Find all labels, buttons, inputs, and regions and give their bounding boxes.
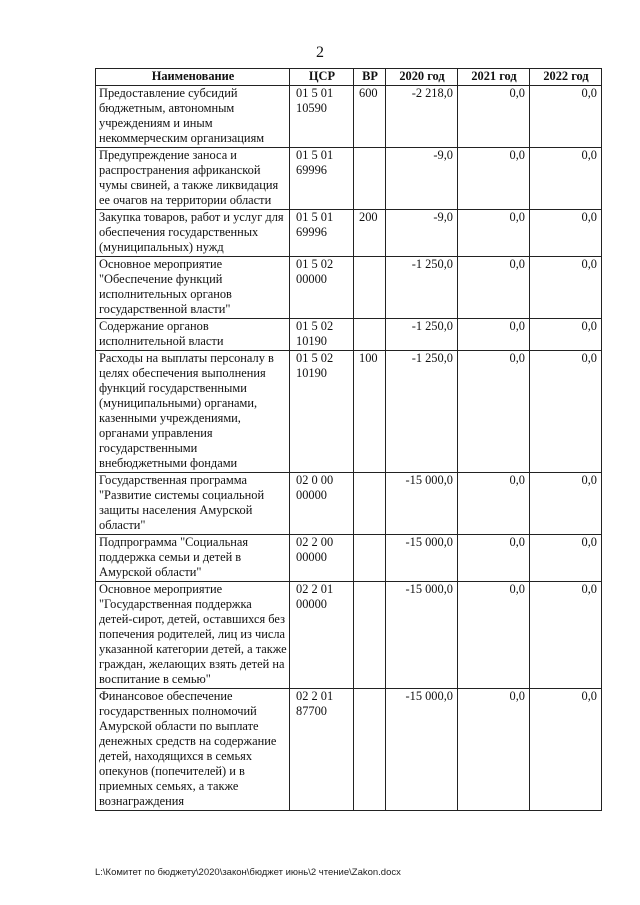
row-name: Основное мероприятие "Государственная поддержка детей-сирот, детей, оставшихся без попечения родителей, лиц из числа указанной категории детей, а также граждан, желающих взять детей на воспитание в семью" [96, 582, 290, 689]
row-csr: 01 5 02 10190 [290, 319, 354, 351]
row-2021: 0,0 [458, 257, 530, 319]
row-2021: 0,0 [458, 582, 530, 689]
page-number: 2 [316, 44, 324, 61]
row-csr: 02 2 01 87700 [290, 689, 354, 811]
row-2022: 0,0 [530, 257, 602, 319]
row-2020: -1 250,0 [386, 257, 458, 319]
row-csr: 01 5 01 69996 [290, 210, 354, 257]
row-2021: 0,0 [458, 689, 530, 811]
table-header-row [96, 69, 602, 86]
header-2022: 2022 год [530, 69, 602, 86]
header-name: Наименование [96, 69, 290, 86]
row-2022: 0,0 [530, 86, 602, 148]
row-vr: 100 [354, 351, 386, 473]
row-vr [354, 689, 386, 811]
row-csr: 01 5 01 69996 [290, 148, 354, 210]
row-2020: -15 000,0 [386, 689, 458, 811]
header-vr: ВР [354, 69, 386, 86]
row-name: Предоставление субсидий бюджетным, автономным учреждениям и иным некоммерческим организациям [96, 86, 290, 148]
row-name: Предупреждение заноса и распространения африканской чумы свиней, а также ликвидация ее очагов на территории области [96, 148, 290, 210]
row-2021: 0,0 [458, 351, 530, 473]
table-row [96, 210, 602, 257]
table-row [96, 351, 602, 473]
table-row [96, 148, 602, 210]
row-2022: 0,0 [530, 210, 602, 257]
row-name: Содержание органов исполнительной власти [96, 319, 290, 351]
row-2020: -15 000,0 [386, 473, 458, 535]
table-row [96, 689, 602, 811]
row-name: Расходы на выплаты персоналу в целях обеспечения выполнения функций государственными (муниципальными) органами, казенными учреждениями, органами управления государственными внебюджетными фондами [96, 351, 290, 473]
row-2020: -2 218,0 [386, 86, 458, 148]
row-2021: 0,0 [458, 210, 530, 257]
row-csr: 02 2 00 00000 [290, 535, 354, 582]
row-2020: -15 000,0 [386, 535, 458, 582]
row-2022: 0,0 [530, 319, 602, 351]
table-row [96, 257, 602, 319]
header-2020: 2020 год [386, 69, 458, 86]
row-vr [354, 582, 386, 689]
row-name: Финансовое обеспечение государственных полномочий Амурской области по выплате денежных средств на содержание детей, находящихся в семьях опекунов (попечителей) и в приемных семьях, а также вознаграждения [96, 689, 290, 811]
row-2022: 0,0 [530, 689, 602, 811]
table-row [96, 582, 602, 689]
row-vr [354, 257, 386, 319]
row-2021: 0,0 [458, 148, 530, 210]
row-name: Закупка товаров, работ и услуг для обеспечения государственных (муниципальных) нужд [96, 210, 290, 257]
row-2020: -9,0 [386, 210, 458, 257]
row-csr: 01 5 02 10190 [290, 351, 354, 473]
table-row [96, 535, 602, 582]
budget-table [95, 68, 602, 811]
row-2022: 0,0 [530, 473, 602, 535]
row-2020: -9,0 [386, 148, 458, 210]
table-row [96, 86, 602, 148]
row-2022: 0,0 [530, 582, 602, 689]
row-csr: 02 2 01 00000 [290, 582, 354, 689]
header-2021: 2021 год [458, 69, 530, 86]
row-2020: -1 250,0 [386, 351, 458, 473]
row-2022: 0,0 [530, 148, 602, 210]
row-name: Подпрограмма "Социальная поддержка семьи и детей в Амурской области" [96, 535, 290, 582]
file-path-footer: L:\Комитет по бюджету\2020\закон\бюджет июнь\2 чтение\Zakon.docx [95, 867, 401, 878]
row-2022: 0,0 [530, 351, 602, 473]
row-2022: 0,0 [530, 535, 602, 582]
row-2021: 0,0 [458, 473, 530, 535]
table-row [96, 319, 602, 351]
row-vr [354, 319, 386, 351]
row-vr [354, 473, 386, 535]
row-vr [354, 148, 386, 210]
row-name: Основное мероприятие "Обеспечение функций исполнительных органов государственной власти" [96, 257, 290, 319]
row-2020: -1 250,0 [386, 319, 458, 351]
row-2020: -15 000,0 [386, 582, 458, 689]
row-vr: 600 [354, 86, 386, 148]
row-2021: 0,0 [458, 319, 530, 351]
row-vr: 200 [354, 210, 386, 257]
header-csr: ЦСР [290, 69, 354, 86]
row-2021: 0,0 [458, 535, 530, 582]
row-vr [354, 535, 386, 582]
row-csr: 01 5 01 10590 [290, 86, 354, 148]
table-row [96, 473, 602, 535]
row-name: Государственная программа "Развитие системы социальной защиты населения Амурской области" [96, 473, 290, 535]
row-csr: 01 5 02 00000 [290, 257, 354, 319]
row-csr: 02 0 00 00000 [290, 473, 354, 535]
row-2021: 0,0 [458, 86, 530, 148]
